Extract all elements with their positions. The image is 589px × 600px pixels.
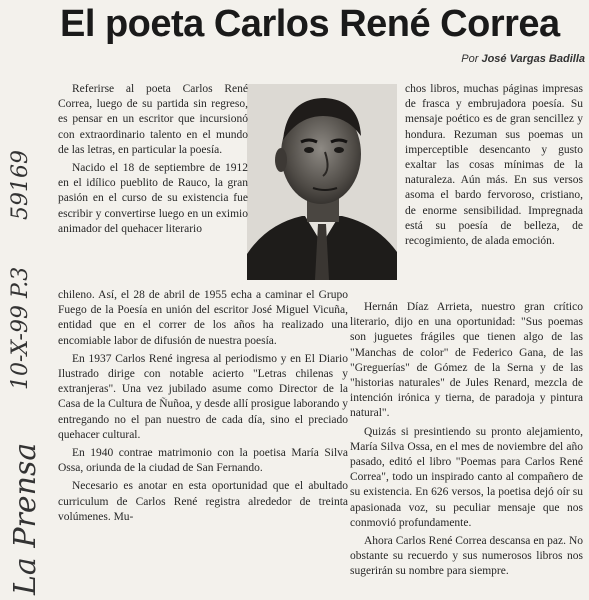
column-right-bottom xyxy=(350,300,583,580)
paragraph: Referirse al poeta Carlos René Correa, luego de su partida sin regreso, es pensar en un escritor que incursionó con extraordinario talento en el mundo de las letras, en particular la poesía. xyxy=(58,83,248,156)
article-title: El poeta Carlos René Correa xyxy=(60,3,560,45)
handwritten-date: 10-X-99 P.3 xyxy=(8,266,33,390)
portrait-illustration xyxy=(247,84,397,280)
column-right-top xyxy=(405,82,583,249)
paragraph: chos libros, muchas páginas impresas de frasca y embrujadora poesía. Su mensaje poético es de gran sencillez y hondura. Rezuman sus poemas un imperceptible desencanto y gusto exaltar las cosas mínimas de la naturaleza. Aún más. En sus versos asoma el bardo fervoroso, cristiano, de enorme sensibilidad. Impregnada está su poesía de belleza, de recogimiento, de alada emoción. xyxy=(405,83,583,248)
paragraph: En 1937 Carlos René ingresa al periodismo y en El Diario Ilustrado dirige con notable acierto "Letras chilenas y extranjeras". Una vez jubilado asume como Director de la Casa de la Cultura de Ñuñoa, y desde allí prosigue laborando y entregando no el pan nuestro de cada día, sino el preciado quehacer cultural. xyxy=(58,352,348,441)
paragraph: Nacido el 18 de septiembre de 1912 en el idílico pueblito de Rauco, la gran pasión en el curso de su existencia fue escribir y convertirse luego en un eximio animador del quehacer literario xyxy=(58,162,248,235)
handwritten-archive-number: 59169 xyxy=(8,150,33,220)
paragraph: Quizás si presintiendo su pronto alejamiento, María Silva Ossa, en el mes de noviembre del año pasado, editó el libro "Poemas para Carlos René Correa", todo un inspirado canto al compañero de su existencia. En 626 versos, la poetisa dejó oír su apasionada voz, su peculiar mensaje que nos conmovió profundamente. xyxy=(350,425,583,529)
author-portrait-photo xyxy=(247,84,397,280)
column-left-bottom xyxy=(58,288,348,525)
column-left-top xyxy=(58,82,248,237)
paragraph: chileno. Así, el 28 de abril de 1955 echa a caminar el Grupo Fuego de la Poesía en unión del escritor José Miguel Vicuña, entidad que en el correr de los años ha realizado una encomiable labor de difusión de nuestra poesía. xyxy=(58,289,348,347)
paragraph: Necesario es anotar en esta oportunidad que el abultado curriculum de Carlos René registra alrededor de treinta volúmenes. Mu- xyxy=(58,480,348,523)
byline-prefix: Por xyxy=(461,53,479,65)
byline xyxy=(461,53,585,65)
paragraph: Ahora Carlos René Correa descansa en paz. No obstante su recuerdo y sus numerosos libros nos sugerirán su nombre para siempre. xyxy=(350,535,583,578)
byline-author: José Vargas Badilla xyxy=(481,53,585,65)
handwritten-source: La Prensa xyxy=(8,442,43,595)
paragraph: En 1940 contrae matrimonio con la poetisa María Silva Ossa, oriunda de la ciudad de San Fernando. xyxy=(58,447,348,475)
paragraph: Hernán Díaz Arrieta, nuestro gran crítico literario, dijo en una oportunidad: "Sus poemas son juguetes frágiles que tienen algo de las "Manchas de color" de Federico Gana, de las "Greguerías" de Gómez de la Serna y de las "historias naturales" de Jules Renard, mezcla de intención irónica y tierna, de paradoja y pintura natural". xyxy=(350,301,583,420)
